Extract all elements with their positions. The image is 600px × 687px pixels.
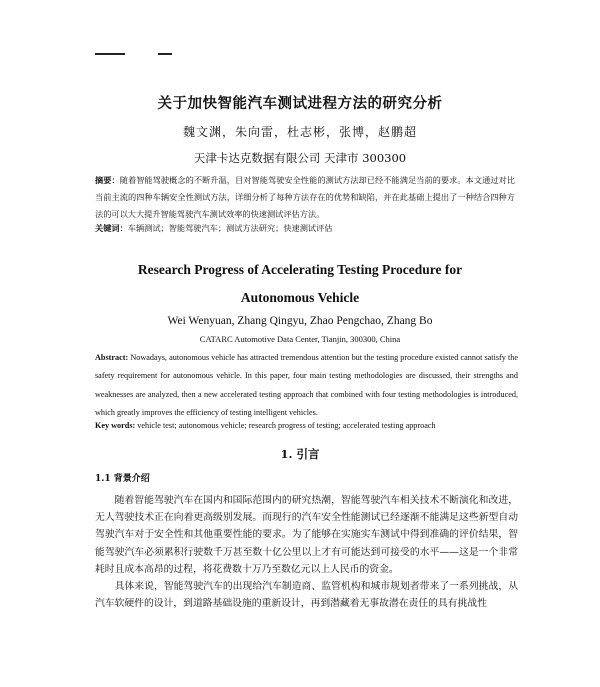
chinese-authors: 魏文渊，朱向雷，杜志彬，张博，赵鹏超 <box>182 125 417 139</box>
chinese-keywords <box>95 223 515 234</box>
header-rule-left <box>95 53 125 55</box>
english-authors: Wei Wenyuan, Zhang Qingyu, Zhao Pengchao, Zhang Bo <box>167 315 433 327</box>
english-keywords-label: Key words: <box>95 421 136 430</box>
header-rule-right <box>158 53 172 55</box>
chinese-title: 关于加快智能汽车测试进程方法的研究分析 <box>157 95 443 112</box>
english-keywords <box>95 421 518 430</box>
chinese-abstract-label: 摘要： <box>95 175 120 185</box>
english-title-line-2: Autonomous Vehicle <box>240 290 360 305</box>
english-abstract-label: Abstract: <box>95 353 129 362</box>
english-abstract <box>95 349 518 422</box>
chinese-keywords-text: 车辆测试；智能驾驶汽车；测试方法研究；快速测试评估 <box>127 223 333 233</box>
chinese-keywords-label: 关键词： <box>95 223 128 233</box>
chinese-abstract <box>95 172 515 223</box>
section-1-body <box>95 492 518 612</box>
english-title-line-1: Research Progress of Accelerating Testing Procedure for <box>137 262 463 277</box>
body-paragraph-2: 具体来说，智能驾驶汽车的出现给汽车制造商、监管机构和城市规划者带来了一系列挑战，从汽车软硬件的设计，到道路基础设施的重新设计，再到潜藏着无事故潜在责任的具有挑战性 <box>95 581 518 610</box>
chinese-abstract-text: 随着智能驾驶概念的不断升温，目对智能驾驶安全性能的测试方法却已经不能满足当前的要求。本文通过对比当前主流的四种车辆安全性测试方法，详细分析了每种方法存在的优势和缺陷，并在此基础上提出了一种结合四种方法的可以大大提升智能驾驶汽车测试效率的快速测试评估方法。 <box>95 175 515 219</box>
body-paragraph-1: 随着智能驾驶汽车在国内和国际范围内的研究热潮，智能驾驶汽车相关技术不断演化和改进，无人驾驶技术正在向着更高级别发展。而现行的汽车安全性能测试已经逐渐不能满足这些新型自动驾驶汽车对于安全性和其他重要性能的要求。为了能够在实施实车测试中得到准确的评价结果，智能驾驶汽车必须累积行驶数千万甚至数十亿公里以上才有可能达到可接受的水平——这是一个非常耗时且成本高昂的过程，将花费数十万乃至数亿元以上人民币的资金。 <box>95 495 518 575</box>
subsection-1-1-heading: 1.1 背景介绍 <box>95 474 150 484</box>
english-keywords-text: vehicle test; autonomous vehicle; research progress of testing; accelerated testing approach <box>137 421 436 430</box>
section-1-heading: 1. 引言 <box>280 447 320 461</box>
chinese-affiliation: 天津卡达克数据有限公司 天津市 300300 <box>193 151 407 165</box>
english-affiliation: CATARC Automotive Data Center, Tianjin, 300300, China <box>199 334 401 344</box>
english-abstract-text: Nowadays, autonomous vehicle has attracted tremendous attention but the testing procedure existed cannot satisfy the safety requirement for autonomous vehicle. In this paper, four main testing methodologies are discussed, their strengths and weaknesses are analyzed, then a new accelerated testing approach that combined with four testing methodologies is introduced, which greatly improves the efficiency of testing intelligent vehicles. <box>95 353 519 417</box>
